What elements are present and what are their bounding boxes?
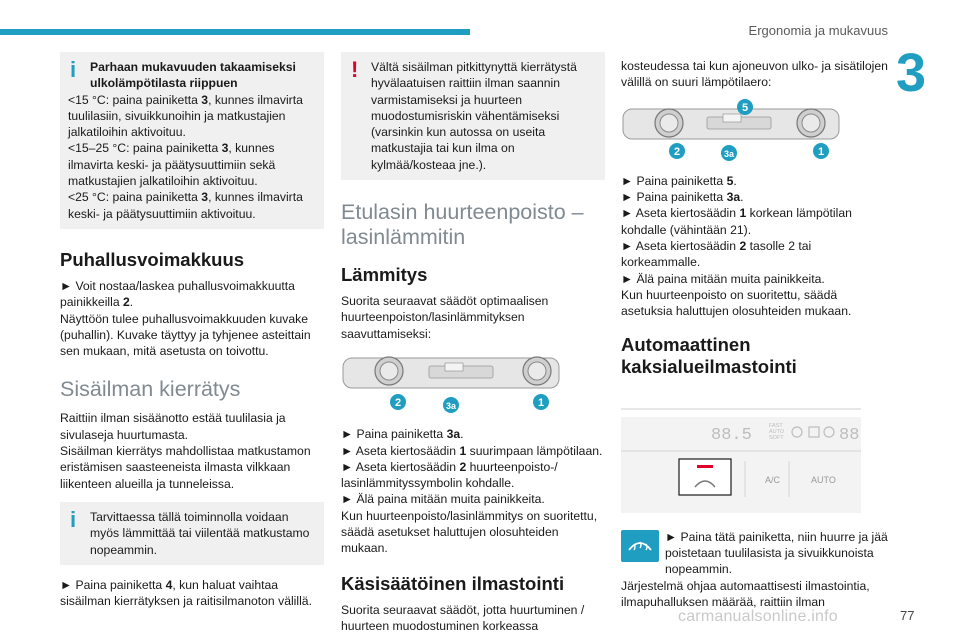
column-1	[60, 52, 324, 609]
chapter-title: Ergonomia ja mukavuus	[748, 23, 888, 38]
fan-speed-desc: Näyttöön tulee puhallusvoimakkuuden kuvake (puhallin). Kuvake täyttyy ja tyhjenee asteittain sen mukaan, mitä asetusta on toivottu.	[60, 311, 311, 359]
chapter-number: 3	[896, 43, 927, 103]
defrost-instruction-text: ► Paina tätä painiketta, niin huurre ja jää poistetaan tuulilasista ja sivuikkunoista nopeammin.	[665, 529, 888, 577]
info-box-recirculation	[60, 502, 324, 565]
recirculation-step: ► Paina painiketta 4, kun haluat vaihtaa sisäilman kierrätyksen ja raitisilmanoton välillä.	[60, 577, 312, 609]
watermark: carmanualsonline.info	[678, 608, 838, 625]
ac-button-label: A/C	[765, 474, 781, 485]
manual-step-2: ► Paina painiketta 3a.	[621, 190, 744, 205]
fan-speed-step: ► Voit nostaa/laskea puhallusvoimakkuutta painikkeilla 2.	[60, 278, 295, 310]
callout-label-1: 1	[817, 145, 825, 158]
page-number: 77	[900, 608, 915, 623]
auto-button-label: AUTO	[811, 474, 836, 485]
info-icon: i	[70, 506, 77, 532]
header-accent-bar	[0, 29, 470, 35]
auto-climate-panel-illustration	[621, 405, 861, 515]
heading-manual-ac: Käsisäätöinen ilmastointi	[341, 572, 565, 594]
info-text: Tarvittaessa tällä toiminnolla voidaan myös lämmittää tai viilentää matkustamo nopeammin.	[90, 509, 310, 557]
defrost-button-highlight	[679, 459, 731, 495]
heating-intro: Suorita seuraavat säädöt optimaalisen huurteenpoiston/lasinlämmityksen saavuttamiseksi:	[341, 294, 549, 341]
info-icon: i	[70, 57, 77, 82]
display-right-temp: 88	[839, 425, 860, 445]
warning-box	[341, 52, 605, 180]
heading-auto-climate: Automaattinen kaksialueilmastointi	[621, 333, 797, 377]
recirculation-para-2: Sisäilman kierrätys mahdollistaa matkustamon eristämisen saasteeneista ilmasta vilkkaan liikenteen alueilla ja tunneleissa.	[60, 444, 311, 491]
callout-label-3a: 3a	[445, 400, 457, 411]
heating-step-3: ► Aseta kiertosäädin 2 huurteenpoisto-/ lasinlämmityssymbolin kohdalle.	[341, 459, 558, 491]
info-line-3: <25 °C: paina painiketta 3, kunnes ilmavirta keski- ja päätysuuttimiin aktivoituu.	[68, 190, 303, 221]
heading-heating: Lämmitys	[341, 264, 428, 286]
recirculation-para-1: Raittiin ilman sisäänotto estää tuulilasia ja sivulaseja huurtumasta.	[60, 411, 286, 442]
manual-ac-intro: Suorita seuraavat säädöt, jotta huurtuminen / huurteen muodostuminen korkeassa	[341, 602, 585, 633]
manual-ac-intro-cont: kosteudessa tai kun ajoneuvon ulko- ja sisätilojen välillä on suuri lämpötilaero:	[621, 59, 888, 90]
warning-icon: !	[351, 57, 359, 82]
info-box-comfort	[60, 52, 324, 229]
display-fast: FAST	[769, 422, 783, 429]
manual-step-1: ► Paina painiketta 5.	[621, 173, 737, 188]
column-3	[621, 58, 889, 610]
display-soft: SOFT	[769, 434, 784, 441]
manual-step-4: ► Aseta kiertosäädin 2 tasolle 2 tai korkeammalle.	[621, 239, 812, 270]
heating-after: Kun huurteenpoisto/lasinlämmitys on suoritettu, säädä asetukset haluttujen olosuhteiden mukaan.	[341, 508, 598, 556]
callout-label-2: 2	[394, 396, 402, 409]
heading-recirculation: Sisäilman kierrätys	[60, 377, 241, 402]
callout-label-5: 5	[741, 101, 749, 114]
callout-label-1: 1	[537, 396, 545, 409]
defrost-instruction	[621, 529, 889, 578]
manual-step-5: ► Älä paina mitään muita painikkeita.	[621, 271, 825, 286]
info-line-2: <15–25 °C: paina painiketta 3, kunnes ilmavirta keski- ja päätysuuttimiin sekä matkustajien jalkatiloihin aktivoituu.	[68, 141, 276, 189]
auto-climate-desc: Järjestelmä ohjaa automaattisesti ilmastointia, ilmapuhalluksen määrää, raittiin ilman	[621, 578, 870, 610]
column-2	[341, 52, 605, 634]
heating-step-1: ► Paina painiketta 3a.	[341, 427, 464, 442]
display-auto: AUTO	[769, 428, 785, 435]
manual-step-3: ► Aseta kiertosäädin 1 korkean lämpötilan kohdalle (vähintään 21).	[621, 206, 852, 237]
defrost-led	[697, 465, 713, 468]
callout-label-2: 2	[673, 145, 681, 158]
heading-defrost: Etulasin huurteenpoisto – lasinlämmitin	[341, 200, 584, 250]
front-defrost-icon	[621, 530, 659, 562]
warning-text: Vältä sisäilman pitkittynyttä kierrätystä hyvälaatuisen raittiin ilman saannin varmistamiseksi ja huurteen muodostumisriskin vähentämiseksi (varsinkin kun autossa on useita matkustajia tai kun ilma on kylmää/kosteaa jne.).	[371, 60, 577, 172]
manual-after: Kun huurteenpoisto on suoritettu, säädä asetuksia haluttujen olosuhteiden mukaan.	[621, 287, 852, 319]
climate-panel-illustration	[341, 352, 561, 414]
heading-fan-speed: Puhallusvoimakkuus	[60, 248, 245, 270]
heating-step-4: ► Älä paina mitään muita painikkeita.	[341, 492, 545, 507]
heating-step-2: ► Aseta kiertosäädin 1 suurimpaan lämpötilaan.	[341, 443, 603, 458]
callout-label-3a: 3a	[723, 148, 735, 159]
info-title: Parhaan mukavuuden takaamiseksi ulkolämpötilasta riippuen	[90, 60, 296, 91]
info-line-1: <15 °C: paina painiketta 3, kunnes ilmavirta tuulilasiin, sivuikkunoihin ja matkustajien jalkatiloihin aktivoituu.	[68, 92, 303, 140]
climate-panel-illustration-2	[621, 99, 841, 161]
display-left-temp: 88.5	[711, 425, 752, 445]
